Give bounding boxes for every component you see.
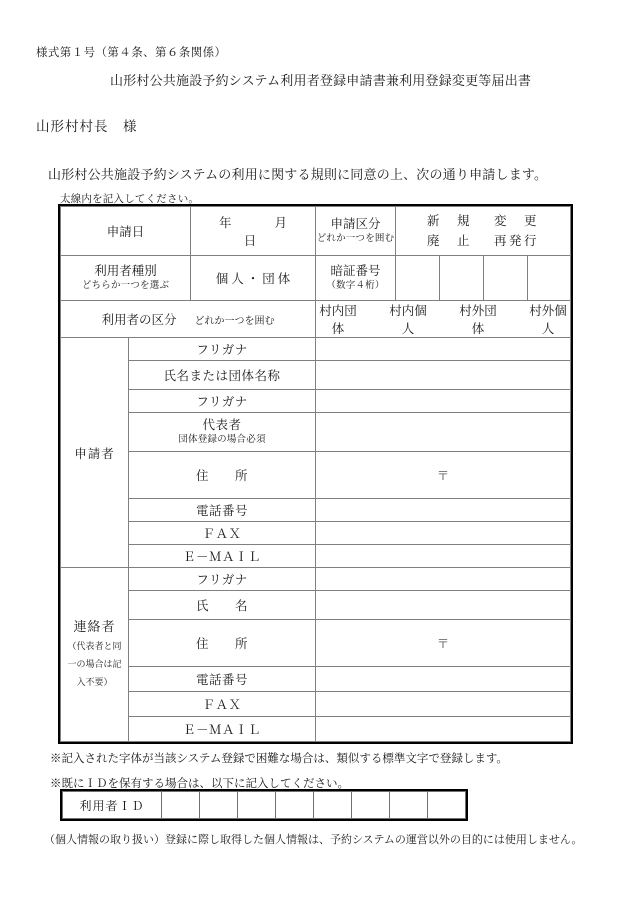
privacy-notice: （個人情報の取り扱い）登録に際し取得した個人情報は、予約システムの運営以外の目的には使用しません。 <box>44 834 583 846</box>
pin-box-1[interactable] <box>396 256 440 301</box>
applicant-name-field[interactable] <box>316 361 571 390</box>
contact-furigana-field[interactable] <box>316 568 571 591</box>
table-row-contact-email <box>61 717 571 742</box>
user-id-box-3[interactable] <box>238 792 276 819</box>
form-code: 様式第１号（第４条、第６条関係） <box>36 47 227 59</box>
applicant-tel-label: 電話番号 <box>129 499 316 522</box>
applicant-email-label: Ｅ－ＭＡＩＬ <box>129 545 316 568</box>
applicant-rep-furigana-label: フリガナ <box>129 390 316 413</box>
footnote-font-substitution: ※記入された字体が当該システム登録で困難な場合は、類似する標準文字で登録します。 <box>50 753 508 765</box>
division-option-village-group[interactable]: 村内団体 <box>319 304 357 336</box>
contact-tel-label: 電話番号 <box>129 667 316 692</box>
table-row-contact-name <box>61 591 571 620</box>
application-category-title: 申請区分 <box>330 217 381 232</box>
user-id-box-4[interactable] <box>276 792 314 819</box>
user-id-box-2[interactable] <box>200 792 238 819</box>
user-id-box-7[interactable] <box>390 792 428 819</box>
contact-email-label: Ｅ－ＭＡＩＬ <box>129 717 316 742</box>
user-type-title: 利用者種別 <box>94 264 157 279</box>
contact-group-title: 連絡者 <box>73 619 116 635</box>
document-title: 山形村公共施設予約システム利用者登録申請書兼利用登録変更等届出書 <box>110 73 532 88</box>
table-row-contact-furigana <box>61 568 571 591</box>
table-row-application-date <box>61 207 571 256</box>
user-type-label <box>61 256 191 301</box>
applicant-representative-field[interactable] <box>316 413 571 452</box>
pin-box-3[interactable] <box>484 256 528 301</box>
user-division-title: 利用者の区分 <box>101 313 177 327</box>
table-row-applicant-rep-furigana <box>61 390 571 413</box>
user-type-value: 個人・団体 <box>215 272 294 286</box>
applicant-rep-furigana-field[interactable] <box>316 390 571 413</box>
applicant-representative-label <box>129 413 316 452</box>
table-row-applicant-name <box>61 361 571 390</box>
user-division-options[interactable] <box>316 301 571 338</box>
applicant-fax-label: ＦＡＸ <box>129 522 316 545</box>
division-option-outside-group[interactable]: 村外団体 <box>459 304 497 336</box>
user-type-note: どちらか一つを選ぶ <box>81 281 170 292</box>
applicant-fax-field[interactable] <box>316 522 571 545</box>
application-category-label <box>316 207 396 256</box>
user-id-table <box>62 791 466 819</box>
pin-box-4[interactable] <box>528 256 571 301</box>
contact-group-label <box>61 568 129 742</box>
table-row-applicant-address <box>61 452 571 499</box>
pin-label <box>316 256 396 301</box>
applicant-name-label: 氏名または団体名称 <box>129 361 316 390</box>
contact-furigana-label: フリガナ <box>129 568 316 591</box>
division-option-outside-individual[interactable]: 村外個人 <box>529 304 567 336</box>
footnote-existing-id: ※既にＩＤを保有する場合は、以下に記入してください。 <box>50 778 349 790</box>
pin-box-2[interactable] <box>440 256 484 301</box>
applicant-address-field[interactable]: 〒 <box>316 452 571 499</box>
table-row-applicant-representative <box>61 413 571 452</box>
contact-fax-label: ＦＡＸ <box>129 692 316 717</box>
option-reissue[interactable]: 再発行 <box>494 234 540 248</box>
application-category-note: どれか一つを囲む <box>316 234 395 245</box>
contact-email-field[interactable] <box>316 717 571 742</box>
application-table <box>60 206 571 742</box>
table-row-user-division <box>61 301 571 338</box>
contact-fax-field[interactable] <box>316 692 571 717</box>
user-division-note: どれか一つを囲む <box>194 315 275 327</box>
contact-tel-field[interactable] <box>316 667 571 692</box>
application-date-field[interactable] <box>191 207 331 256</box>
application-date-label: 申請日 <box>61 207 191 256</box>
user-id-box-1[interactable] <box>162 792 200 819</box>
applicant-email-field[interactable] <box>316 545 571 568</box>
table-row-contact-tel <box>61 667 571 692</box>
contact-address-field[interactable]: 〒 <box>316 620 571 667</box>
pin-note: （数字４桁） <box>326 281 385 292</box>
division-option-village-individual[interactable]: 村内個人 <box>389 304 427 336</box>
user-division-label <box>61 301 316 338</box>
user-type-options[interactable] <box>191 256 316 301</box>
applicant-group-label: 申請者 <box>61 338 129 568</box>
applicant-representative-title: 代表者 <box>202 418 242 433</box>
contact-name-field[interactable] <box>316 591 571 620</box>
user-id-row <box>63 792 466 819</box>
bold-frame-note: 太線内を記入してください。 <box>60 194 200 205</box>
applicant-furigana-label: フリガナ <box>129 338 316 361</box>
application-category-options[interactable] <box>396 207 571 256</box>
user-id-label: 利用者ＩＤ <box>63 792 162 819</box>
table-row-applicant-email <box>61 545 571 568</box>
option-new[interactable]: 新 規 <box>427 214 473 228</box>
table-row-user-type <box>61 256 571 301</box>
user-id-box-8[interactable] <box>428 792 466 819</box>
contact-name-label: 氏 名 <box>129 591 316 620</box>
user-id-box-5[interactable] <box>314 792 352 819</box>
applicant-representative-note: 団体登録の場合必須 <box>178 435 266 446</box>
contact-address-label: 住 所 <box>129 620 316 667</box>
contact-group-note-1: （代表者と同 <box>67 640 122 651</box>
application-date-hint: 年 月 日 <box>219 216 331 248</box>
table-row-contact-address <box>61 620 571 667</box>
table-row-applicant-fax <box>61 522 571 545</box>
category-options-line2 <box>416 231 550 251</box>
applicant-furigana-field[interactable] <box>316 338 571 361</box>
table-row-applicant-furigana <box>61 338 571 361</box>
pin-title: 暗証番号 <box>330 264 381 279</box>
applicant-address-label: 住 所 <box>129 452 316 499</box>
applicant-tel-field[interactable] <box>316 499 571 522</box>
addressee: 山形村村長 様 <box>36 119 138 134</box>
user-id-box-6[interactable] <box>352 792 390 819</box>
option-change[interactable]: 変 更 <box>494 214 540 228</box>
table-row-contact-fax <box>61 692 571 717</box>
contact-group-note-3: 入不要） <box>76 676 113 687</box>
contact-group-note-2: 一の場合は記 <box>67 658 122 669</box>
category-options-line1 <box>416 211 550 231</box>
option-abolish[interactable]: 廃 止 <box>427 234 473 248</box>
table-row-applicant-tel <box>61 499 571 522</box>
intro-statement: 山形村公共施設予約システムの利用に関する規則に同意の上、次の通り申請します。 <box>48 167 548 182</box>
